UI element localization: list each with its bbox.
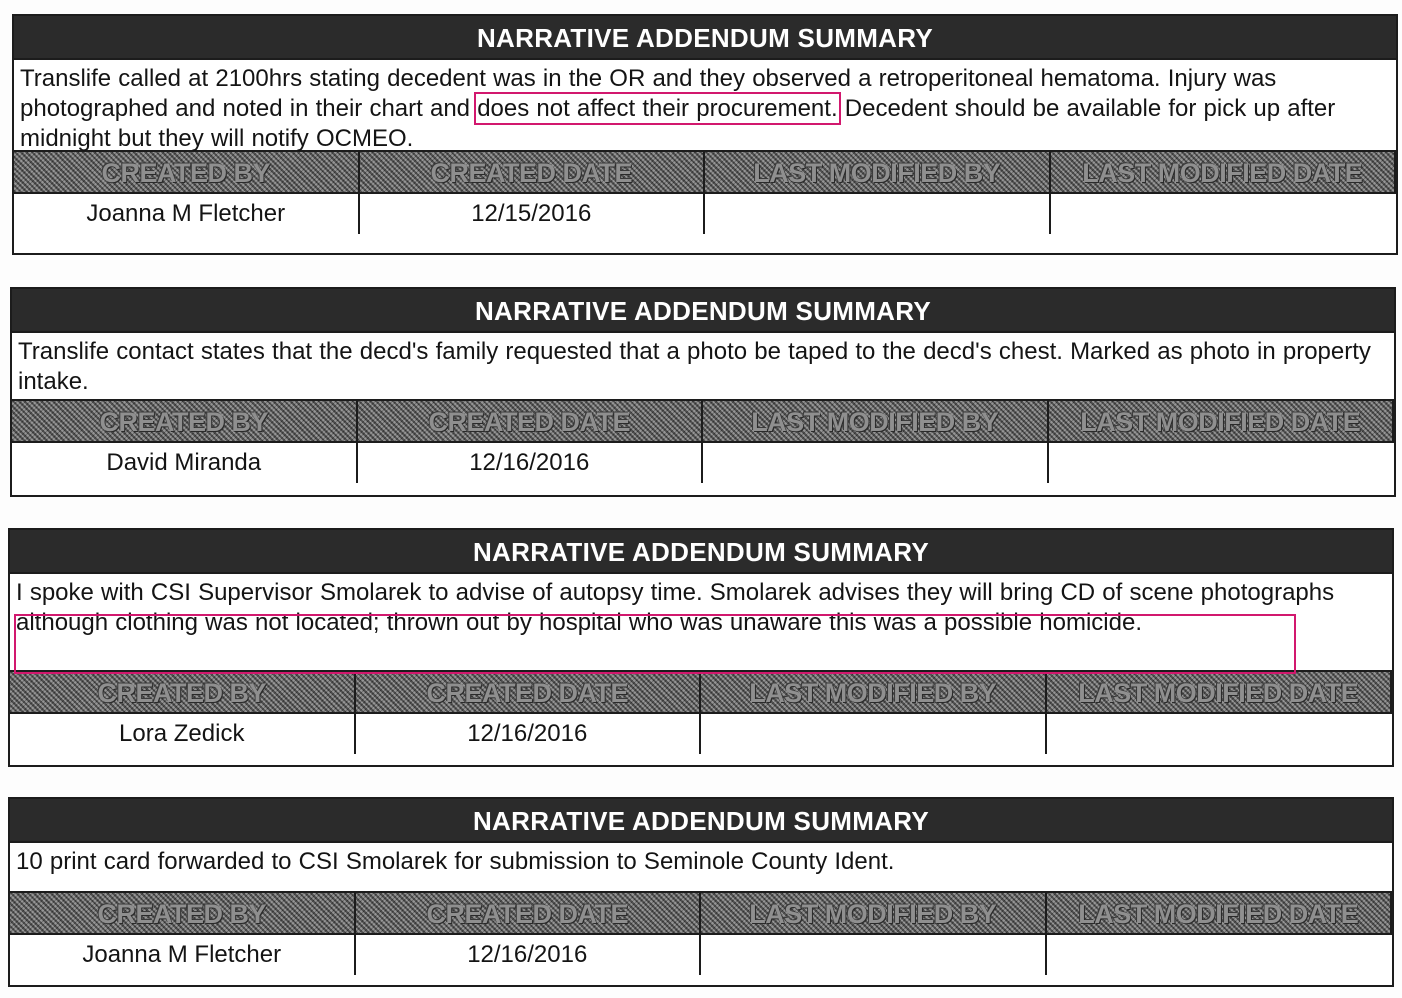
created-by-value: David Miranda: [12, 443, 358, 483]
column-header-created-by: CREATED BY: [14, 152, 360, 194]
narrative-text: Translife contact states that the decd's family requested that a photo be taped to the decd's chest. Marked as photo in property intake.: [12, 333, 1394, 401]
column-header-created-date: CREATED DATE: [358, 401, 704, 443]
last-modified-by-value: [703, 443, 1049, 483]
column-header-created-date: CREATED DATE: [360, 152, 706, 194]
column-header-last-modified-date: LAST MODIFIED DATE: [1047, 672, 1393, 714]
narrative-text: [14, 60, 1396, 152]
column-header-created-by: CREATED BY: [10, 672, 356, 714]
created-by-value: Lora Zedick: [10, 714, 356, 754]
highlighted-phrase: does not affect their procurement.: [477, 95, 838, 122]
column-header-last-modified-by: LAST MODIFIED BY: [703, 401, 1049, 443]
created-date-value: 12/16/2016: [356, 714, 702, 754]
narrative-text: 10 print card forwarded to CSI Smolarek for submission to Seminole County Ident.: [10, 843, 1392, 893]
metadata-table: [10, 893, 1392, 975]
last-modified-by-value: [705, 194, 1051, 234]
column-header-last-modified-by: LAST MODIFIED BY: [701, 672, 1047, 714]
narrative-text-after: Decedent should be available for pick up after midnight but they will notify OCMEO.: [20, 95, 1336, 152]
entry-title: NARRATIVE ADDENDUM SUMMARY: [10, 530, 1392, 574]
column-header-last-modified-date: LAST MODIFIED DATE: [1047, 893, 1393, 935]
narrative-text-before: Translife called at 2100hrs stating decedent was in the OR and they observed a retroperitoneal hematoma. Injury was photographed and noted in their chart and: [20, 65, 1277, 122]
last-modified-by-value: [701, 935, 1047, 975]
column-header-last-modified-by: LAST MODIFIED BY: [705, 152, 1051, 194]
last-modified-date-value: [1051, 194, 1397, 234]
entry-title: NARRATIVE ADDENDUM SUMMARY: [14, 16, 1396, 60]
entry-title: NARRATIVE ADDENDUM SUMMARY: [10, 799, 1392, 843]
last-modified-date-value: [1049, 443, 1395, 483]
addendum-entry-1: [12, 14, 1398, 255]
metadata-table: [14, 152, 1396, 234]
last-modified-by-value: [701, 714, 1047, 754]
addendum-entry-3: [8, 528, 1394, 767]
column-header-created-date: CREATED DATE: [356, 893, 702, 935]
last-modified-date-value: [1047, 935, 1393, 975]
narrative-text: I spoke with CSI Supervisor Smolarek to advise of autopsy time. Smolarek advises they will bring CD of scene photographs although clothing was not located; thrown out by hospital who was unaware this was a possible homicide.: [10, 574, 1392, 672]
created-by-value: Joanna M Fletcher: [10, 935, 356, 975]
addendum-entry-4: [8, 797, 1394, 987]
column-header-created-date: CREATED DATE: [356, 672, 702, 714]
column-header-created-by: CREATED BY: [10, 893, 356, 935]
entry-title: NARRATIVE ADDENDUM SUMMARY: [12, 289, 1394, 333]
metadata-table: [10, 672, 1392, 754]
column-header-created-by: CREATED BY: [12, 401, 358, 443]
created-date-value: 12/16/2016: [356, 935, 702, 975]
created-by-value: Joanna M Fletcher: [14, 194, 360, 234]
created-date-value: 12/16/2016: [358, 443, 704, 483]
created-date-value: 12/15/2016: [360, 194, 706, 234]
last-modified-date-value: [1047, 714, 1393, 754]
column-header-last-modified-by: LAST MODIFIED BY: [701, 893, 1047, 935]
addendum-entry-2: [10, 287, 1396, 497]
column-header-last-modified-date: LAST MODIFIED DATE: [1051, 152, 1397, 194]
column-header-last-modified-date: LAST MODIFIED DATE: [1049, 401, 1395, 443]
metadata-table: [12, 401, 1394, 483]
